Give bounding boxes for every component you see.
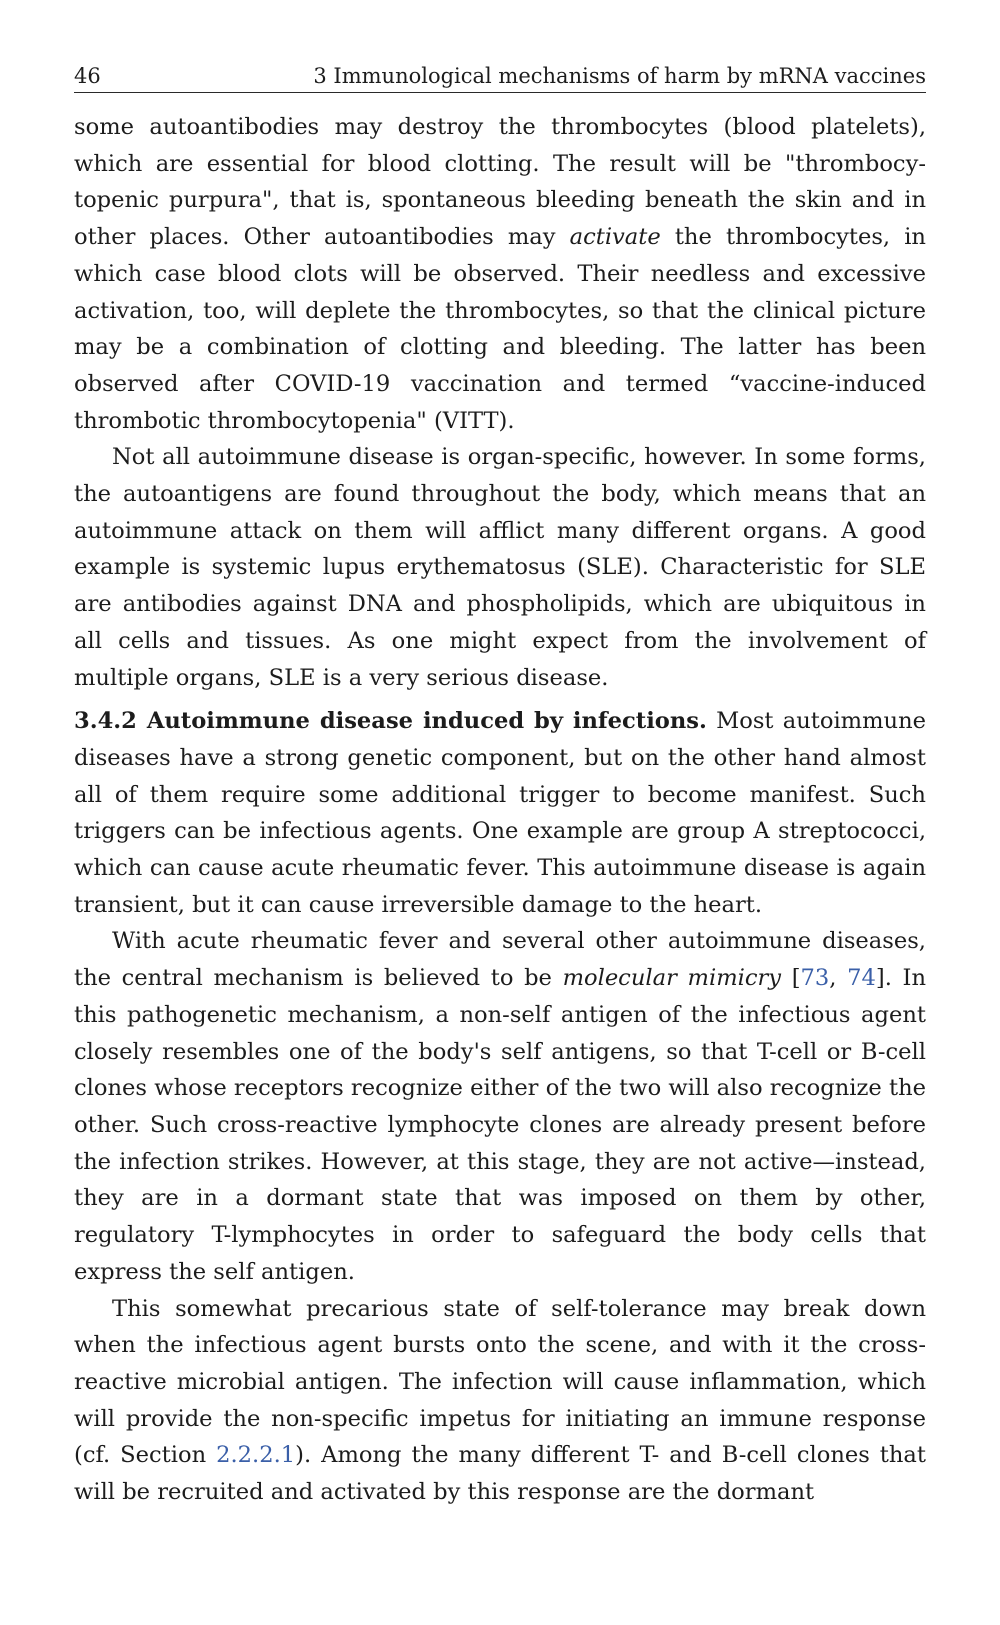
paragraph-thrombocytes [74, 109, 926, 439]
emphasis-activate: activate [569, 224, 661, 251]
chapter-title: 3 Immunological mechanisms of harm by mRNA vaccines [313, 64, 926, 88]
section-link-2-2-2-1[interactable]: 2.2.2.1 [216, 1442, 296, 1469]
separator: , [829, 965, 848, 992]
citation-link-73[interactable]: 73 [800, 965, 830, 992]
paragraph-sle: Not all autoimmune disease is organ-specific, however. In some forms, the autoantigens are found throughout the body, which means that an autoimmune attack on them will afflict many different organs. A good example is systemic lupus erythematosus (SLE). Characteristic for SLE are antibodies against DNA and phospholipids, which are ubiquitous in all cells and tissues. As one might expect from the involvement of multiple organs, SLE is a very serious disease. [74, 444, 926, 691]
paragraph-molecular-mimicry [74, 923, 926, 1290]
paragraph-text: Most autoimmune diseases have a strong genetic component, but on the other hand almost all of them require some additional trigger to become manifest. Such triggers can be infectious agents. One example are group A streptococci, which can cause acute rheumatic fever. This autoimmune disease is again transient, but it can cause irreversible damage to the heart. [74, 708, 926, 918]
bracket-open: [ [781, 965, 801, 992]
book-page [74, 62, 926, 1511]
paragraph-self-tolerance [74, 1291, 926, 1511]
page-number: 46 [74, 64, 101, 88]
paragraph-text: the thrombocytes, in which case blood clots will be observed. Their needless and excessive activation, too, will deplete the thrombocytes, so that the clinical picture may be a combination of clotting and bleeding. The latter has been observed after COVID-19 vaccination and termed “vaccine-induced thrombotic thrombocytopenia" (VITT). [74, 224, 926, 434]
paragraph-text: ). Among the many different T- and B-cell clones that will be recruited and activated by this response are the dormant [74, 1442, 926, 1506]
citation-link-74[interactable]: 74 [847, 965, 876, 992]
running-header [74, 62, 926, 93]
paragraph-text: With acute rheumatic fever and several other autoimmune diseases, the central mechanism is believed to be [74, 928, 926, 992]
paragraph-text: ]. In this pathogenetic mechanism, a non-self antigen of the infectious agent closely resembles one of the body's self antigens, so that T-cell or B-cell clones whose receptors recognize either of the two will also recognize the other. Such cross-reactive lymphocyte clones are already present before the infection strikes. However, at this stage, they are not active—instead, they are in a dormant state that was imposed on them by other, regulatory T-lymphocytes in order to safeguard the body cells that express the self antigen. [74, 965, 926, 1285]
section-heading: 3.4.2 Autoimmune disease induced by infections. [74, 708, 707, 735]
paragraph-text: some autoantibodies may destroy the thrombocytes (blood platelets), which are essential for blood clotting. The result will be "thrombocytopenic purpura", that is, spontaneous bleeding beneath the skin and in other places. Other autoantibodies may [74, 114, 926, 251]
emphasis-molecular-mimicry: molecular mimicry [562, 965, 782, 992]
body-text [74, 109, 926, 1511]
paragraph-section-3-4-2 [74, 703, 926, 923]
paragraph-text: This somewhat precarious state of self-tolerance may break down when the infectious agent bursts onto the scene, and with it the cross-reactive microbial antigen. The infection will cause inflammation, which will provide the non-specific impetus for initiating an immune response (cf. Section [74, 1295, 926, 1469]
